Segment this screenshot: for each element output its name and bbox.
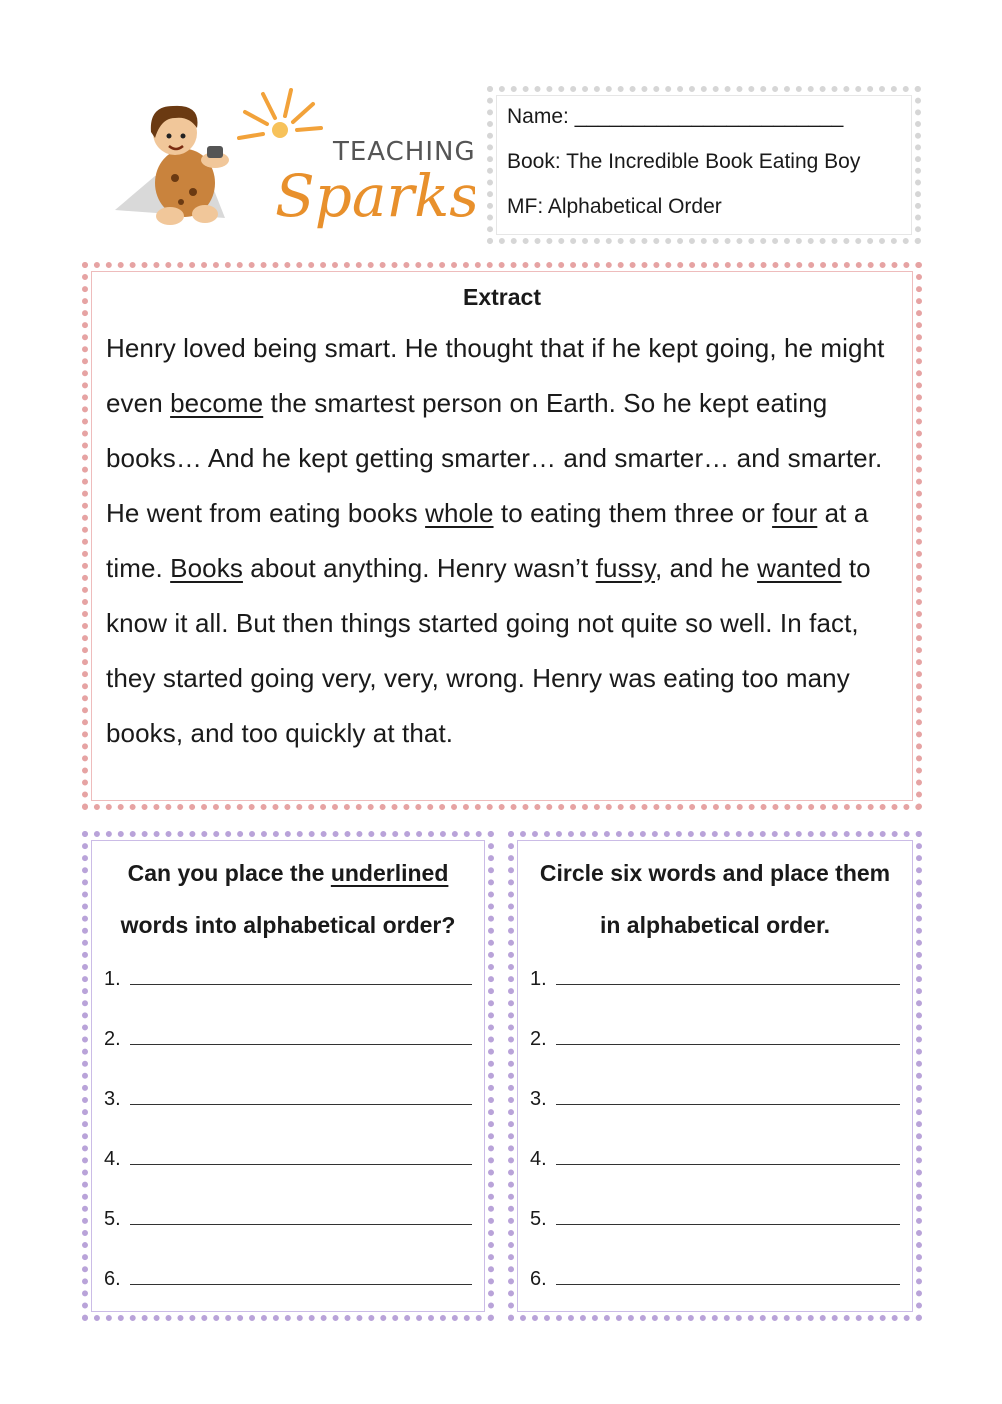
- underlined-word: four: [772, 498, 818, 528]
- left-title-pre: Can you place the: [127, 860, 331, 886]
- answer-number: 6.: [530, 1268, 547, 1290]
- answer-number: 3.: [104, 1088, 121, 1110]
- answer-row[interactable]: [530, 1231, 900, 1291]
- extract-paragraph: [104, 321, 900, 761]
- underlined-word: Books: [170, 553, 243, 583]
- name-label: Name:: [507, 105, 569, 128]
- answer-blank-line[interactable]: [130, 1210, 472, 1225]
- book-line: Book: The Incredible Book Eating Boy: [507, 150, 861, 173]
- right-answer-list: [530, 955, 900, 1291]
- underlined-word: fussy: [595, 553, 655, 583]
- answer-row[interactable]: [530, 1111, 900, 1171]
- answer-row[interactable]: [104, 1231, 472, 1291]
- extract-text-segment: to know it all. But then things started going not quite so well. In fact, they started going very, very, wrong. Henry was eating too many books, and too quickly at that.: [106, 553, 871, 748]
- answer-row[interactable]: [104, 955, 472, 991]
- name-line: [507, 104, 901, 149]
- underlined-word: wanted: [757, 553, 842, 583]
- answer-blank-line[interactable]: [556, 970, 900, 985]
- extract-text-segment: Henry loved being smart. He thought that if he kept going, he might even: [106, 333, 885, 418]
- answer-row[interactable]: [530, 1171, 900, 1231]
- answer-row[interactable]: [530, 1051, 900, 1111]
- extract-box: [82, 262, 922, 810]
- answer-number: 1.: [530, 968, 547, 990]
- underlined-word: whole: [425, 498, 494, 528]
- right-title-line2: in alphabetical order.: [599, 912, 831, 938]
- answer-blank-line[interactable]: [556, 1270, 900, 1285]
- extract-text-segment: the smartest person on Earth. So he kept eating books… And he kept getting smarter… and smarter… and smarter. He went from eating books: [106, 388, 883, 528]
- answer-number: 6.: [104, 1268, 121, 1290]
- underlined-word: become: [170, 388, 264, 418]
- name-blank: _______________________: [574, 105, 844, 128]
- right-question-title: [530, 847, 900, 951]
- answer-blank-line[interactable]: [556, 1150, 900, 1165]
- extract-text-segment: to eating them three or: [493, 498, 773, 528]
- answer-number: 1.: [104, 968, 121, 990]
- answer-number: 4.: [104, 1148, 121, 1170]
- answer-number: 5.: [530, 1208, 547, 1230]
- logo-teaching-text: TEACHING: [333, 137, 475, 167]
- left-title-underlined: underlined: [330, 860, 449, 886]
- answer-number: 3.: [530, 1088, 547, 1110]
- extract-text-segment: about anything. Henry wasn’t: [242, 553, 596, 583]
- answer-blank-line[interactable]: [130, 1270, 472, 1285]
- answer-row[interactable]: [104, 1051, 472, 1111]
- extract-text-segment: , and he: [654, 553, 758, 583]
- extract-title: Extract: [463, 284, 541, 310]
- left-question-title: [104, 847, 472, 951]
- answer-number: 4.: [530, 1148, 547, 1170]
- answer-blank-line[interactable]: [556, 1030, 900, 1045]
- answer-blank-line[interactable]: [556, 1210, 900, 1225]
- left-title-post: words into alphabetical order?: [120, 912, 456, 938]
- teaching-sparks-logo: [115, 88, 475, 238]
- right-title-line1: Circle six words and place them: [539, 860, 891, 886]
- mf-line: MF: Alphabetical Order: [507, 195, 722, 218]
- answer-row[interactable]: [104, 1111, 472, 1171]
- answer-blank-line[interactable]: [130, 1030, 472, 1045]
- logo-sparks-text: Sparks: [275, 162, 475, 230]
- circle-words-box: [508, 831, 922, 1321]
- answer-blank-line[interactable]: [130, 970, 472, 985]
- student-info-box: [487, 86, 921, 244]
- left-answer-list: [104, 955, 472, 1291]
- answer-row[interactable]: [530, 991, 900, 1051]
- answer-number: 5.: [104, 1208, 121, 1230]
- answer-number: 2.: [530, 1028, 547, 1050]
- answer-number: 2.: [104, 1028, 121, 1050]
- answer-blank-line[interactable]: [130, 1090, 472, 1105]
- underlined-words-box: [82, 831, 494, 1321]
- extract-text-segment: at a time.: [106, 498, 869, 583]
- answer-blank-line[interactable]: [130, 1150, 472, 1165]
- answer-row[interactable]: [104, 991, 472, 1051]
- caveman-mascot-icon: [115, 88, 475, 238]
- answer-row[interactable]: [530, 955, 900, 991]
- answer-blank-line[interactable]: [556, 1090, 900, 1105]
- answer-row[interactable]: [104, 1171, 472, 1231]
